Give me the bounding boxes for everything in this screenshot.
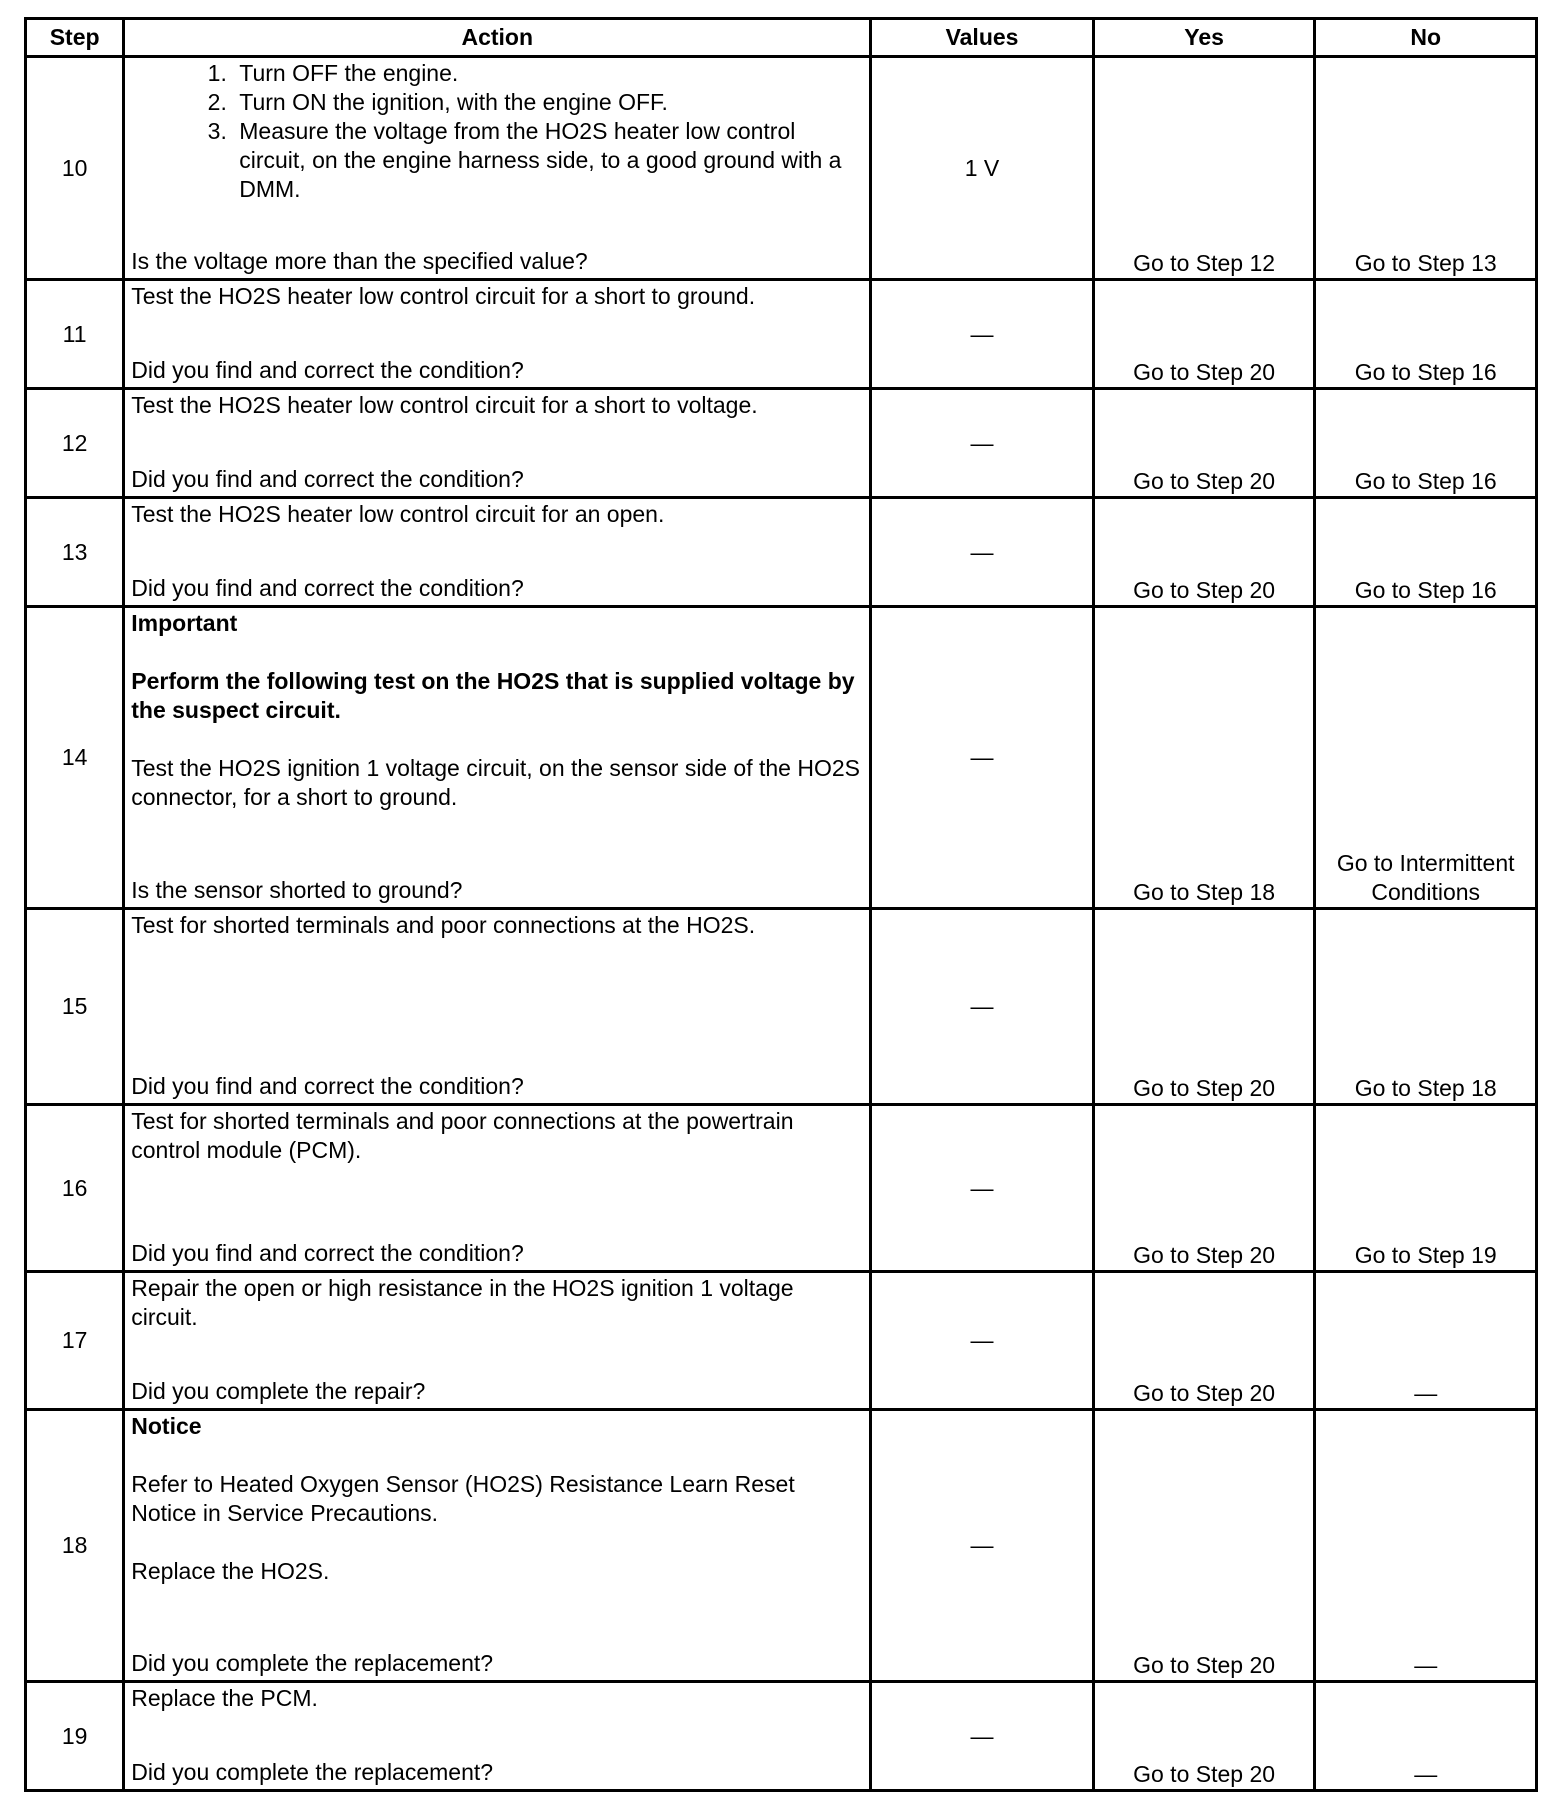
list-item: 1. Turn OFF the engine. bbox=[233, 59, 865, 88]
list-item: 3. Measure the voltage from the HO2S heater low control circuit, on the engine harness side, to a good ground with a DMM. bbox=[233, 117, 865, 204]
table-row bbox=[26, 909, 1537, 1105]
no-cell: — bbox=[1315, 1272, 1537, 1410]
table-row bbox=[26, 389, 1537, 498]
action-text: Test the HO2S ignition 1 voltage circuit, on the sensor side of the HO2S connector, for a short to ground. bbox=[131, 755, 860, 810]
action-question: Did you complete the replacement? bbox=[131, 1650, 494, 1676]
action-question: Did you find and correct the condition? bbox=[131, 575, 524, 601]
action-text: Repair the open or high resistance in the HO2S ignition 1 voltage circuit. bbox=[131, 1275, 794, 1330]
action-question: Did you complete the replacement? bbox=[131, 1759, 494, 1785]
action-text: Test the HO2S heater low control circuit for an open. bbox=[131, 501, 665, 527]
action-question: Did you find and correct the condition? bbox=[131, 1240, 524, 1266]
action-cell bbox=[124, 389, 871, 498]
action-question: Is the sensor shorted to ground? bbox=[131, 877, 463, 903]
action-text: Test the HO2S heater low control circuit for a short to voltage. bbox=[131, 392, 758, 418]
action-cell bbox=[124, 607, 871, 909]
no-cell: — bbox=[1315, 1682, 1537, 1791]
no-cell: Go to Step 16 bbox=[1315, 280, 1537, 389]
yes-cell: Go to Step 20 bbox=[1093, 389, 1315, 498]
yes-cell: Go to Step 20 bbox=[1093, 1682, 1315, 1791]
value-cell: — bbox=[871, 498, 1094, 607]
table-row bbox=[26, 1682, 1537, 1791]
no-cell: — bbox=[1315, 1410, 1537, 1682]
action-text-2: Replace the HO2S. bbox=[131, 1558, 330, 1584]
action-cell bbox=[124, 909, 871, 1105]
action-question: Did you complete the repair? bbox=[131, 1378, 426, 1404]
value-cell: — bbox=[871, 607, 1094, 909]
list-item: 2. Turn ON the ignition, with the engine OFF. bbox=[233, 88, 865, 117]
diagnostic-table bbox=[24, 17, 1538, 1792]
action-question: Did you find and correct the condition? bbox=[131, 1073, 524, 1099]
value-cell: — bbox=[871, 280, 1094, 389]
header-row bbox=[26, 19, 1537, 57]
action-cell bbox=[124, 1272, 871, 1410]
no-cell: Go to Step 19 bbox=[1315, 1105, 1537, 1272]
step-number: 19 bbox=[26, 1682, 124, 1791]
step-number: 12 bbox=[26, 389, 124, 498]
action-cell bbox=[124, 498, 871, 607]
no-cell: Go to Intermittent Conditions bbox=[1315, 607, 1537, 909]
header-no: No bbox=[1315, 19, 1537, 57]
no-cell: Go to Step 16 bbox=[1315, 498, 1537, 607]
step-number: 14 bbox=[26, 607, 124, 909]
step-number: 16 bbox=[26, 1105, 124, 1272]
step-number: 15 bbox=[26, 909, 124, 1105]
yes-cell: Go to Step 20 bbox=[1093, 909, 1315, 1105]
value-cell: — bbox=[871, 1410, 1094, 1682]
action-cell bbox=[124, 1682, 871, 1791]
no-cell: Go to Step 18 bbox=[1315, 909, 1537, 1105]
value-cell: 1 V bbox=[871, 57, 1094, 280]
header-action: Action bbox=[124, 19, 871, 57]
table-row bbox=[26, 280, 1537, 389]
table-row bbox=[26, 1272, 1537, 1410]
no-cell: Go to Step 16 bbox=[1315, 389, 1537, 498]
table-row bbox=[26, 1410, 1537, 1682]
action-question: Is the voltage more than the specified value? bbox=[131, 248, 588, 274]
action-question: Did you find and correct the condition? bbox=[131, 357, 524, 383]
action-steps-list bbox=[131, 59, 865, 204]
no-cell: Go to Step 13 bbox=[1315, 57, 1537, 280]
action-cell bbox=[124, 1410, 871, 1682]
yes-cell: Go to Step 12 bbox=[1093, 57, 1315, 280]
yes-cell: Go to Step 18 bbox=[1093, 607, 1315, 909]
action-text: Refer to Heated Oxygen Sensor (HO2S) Resistance Learn Reset Notice in Service Precautions. bbox=[131, 1471, 795, 1526]
header-yes: Yes bbox=[1093, 19, 1315, 57]
action-text: Test for shorted terminals and poor connections at the HO2S. bbox=[131, 912, 756, 938]
value-cell: — bbox=[871, 1682, 1094, 1791]
important-text: Perform the following test on the HO2S that is supplied voltage by the suspect circuit. bbox=[131, 668, 855, 723]
yes-cell: Go to Step 20 bbox=[1093, 280, 1315, 389]
value-cell: — bbox=[871, 1105, 1094, 1272]
table-row bbox=[26, 498, 1537, 607]
action-cell bbox=[124, 280, 871, 389]
step-number: 13 bbox=[26, 498, 124, 607]
step-number: 18 bbox=[26, 1410, 124, 1682]
yes-cell: Go to Step 20 bbox=[1093, 1410, 1315, 1682]
action-cell bbox=[124, 57, 871, 280]
step-number: 10 bbox=[26, 57, 124, 280]
yes-cell: Go to Step 20 bbox=[1093, 498, 1315, 607]
header-values: Values bbox=[871, 19, 1094, 57]
step-number: 17 bbox=[26, 1272, 124, 1410]
action-cell bbox=[124, 1105, 871, 1272]
yes-cell: Go to Step 20 bbox=[1093, 1105, 1315, 1272]
value-cell: — bbox=[871, 389, 1094, 498]
table-row bbox=[26, 57, 1537, 280]
header-step: Step bbox=[26, 19, 124, 57]
action-text: Replace the PCM. bbox=[131, 1685, 318, 1711]
table-row bbox=[26, 1105, 1537, 1272]
action-question: Did you find and correct the condition? bbox=[131, 466, 524, 492]
yes-cell: Go to Step 20 bbox=[1093, 1272, 1315, 1410]
notice-heading: Notice bbox=[131, 1413, 202, 1439]
step-number: 11 bbox=[26, 280, 124, 389]
table-row bbox=[26, 607, 1537, 909]
important-heading: Important bbox=[131, 610, 238, 636]
value-cell: — bbox=[871, 909, 1094, 1105]
action-text: Test for shorted terminals and poor connections at the powertrain control module (PCM). bbox=[131, 1108, 794, 1163]
value-cell: — bbox=[871, 1272, 1094, 1410]
action-text: Test the HO2S heater low control circuit for a short to ground. bbox=[131, 283, 756, 309]
